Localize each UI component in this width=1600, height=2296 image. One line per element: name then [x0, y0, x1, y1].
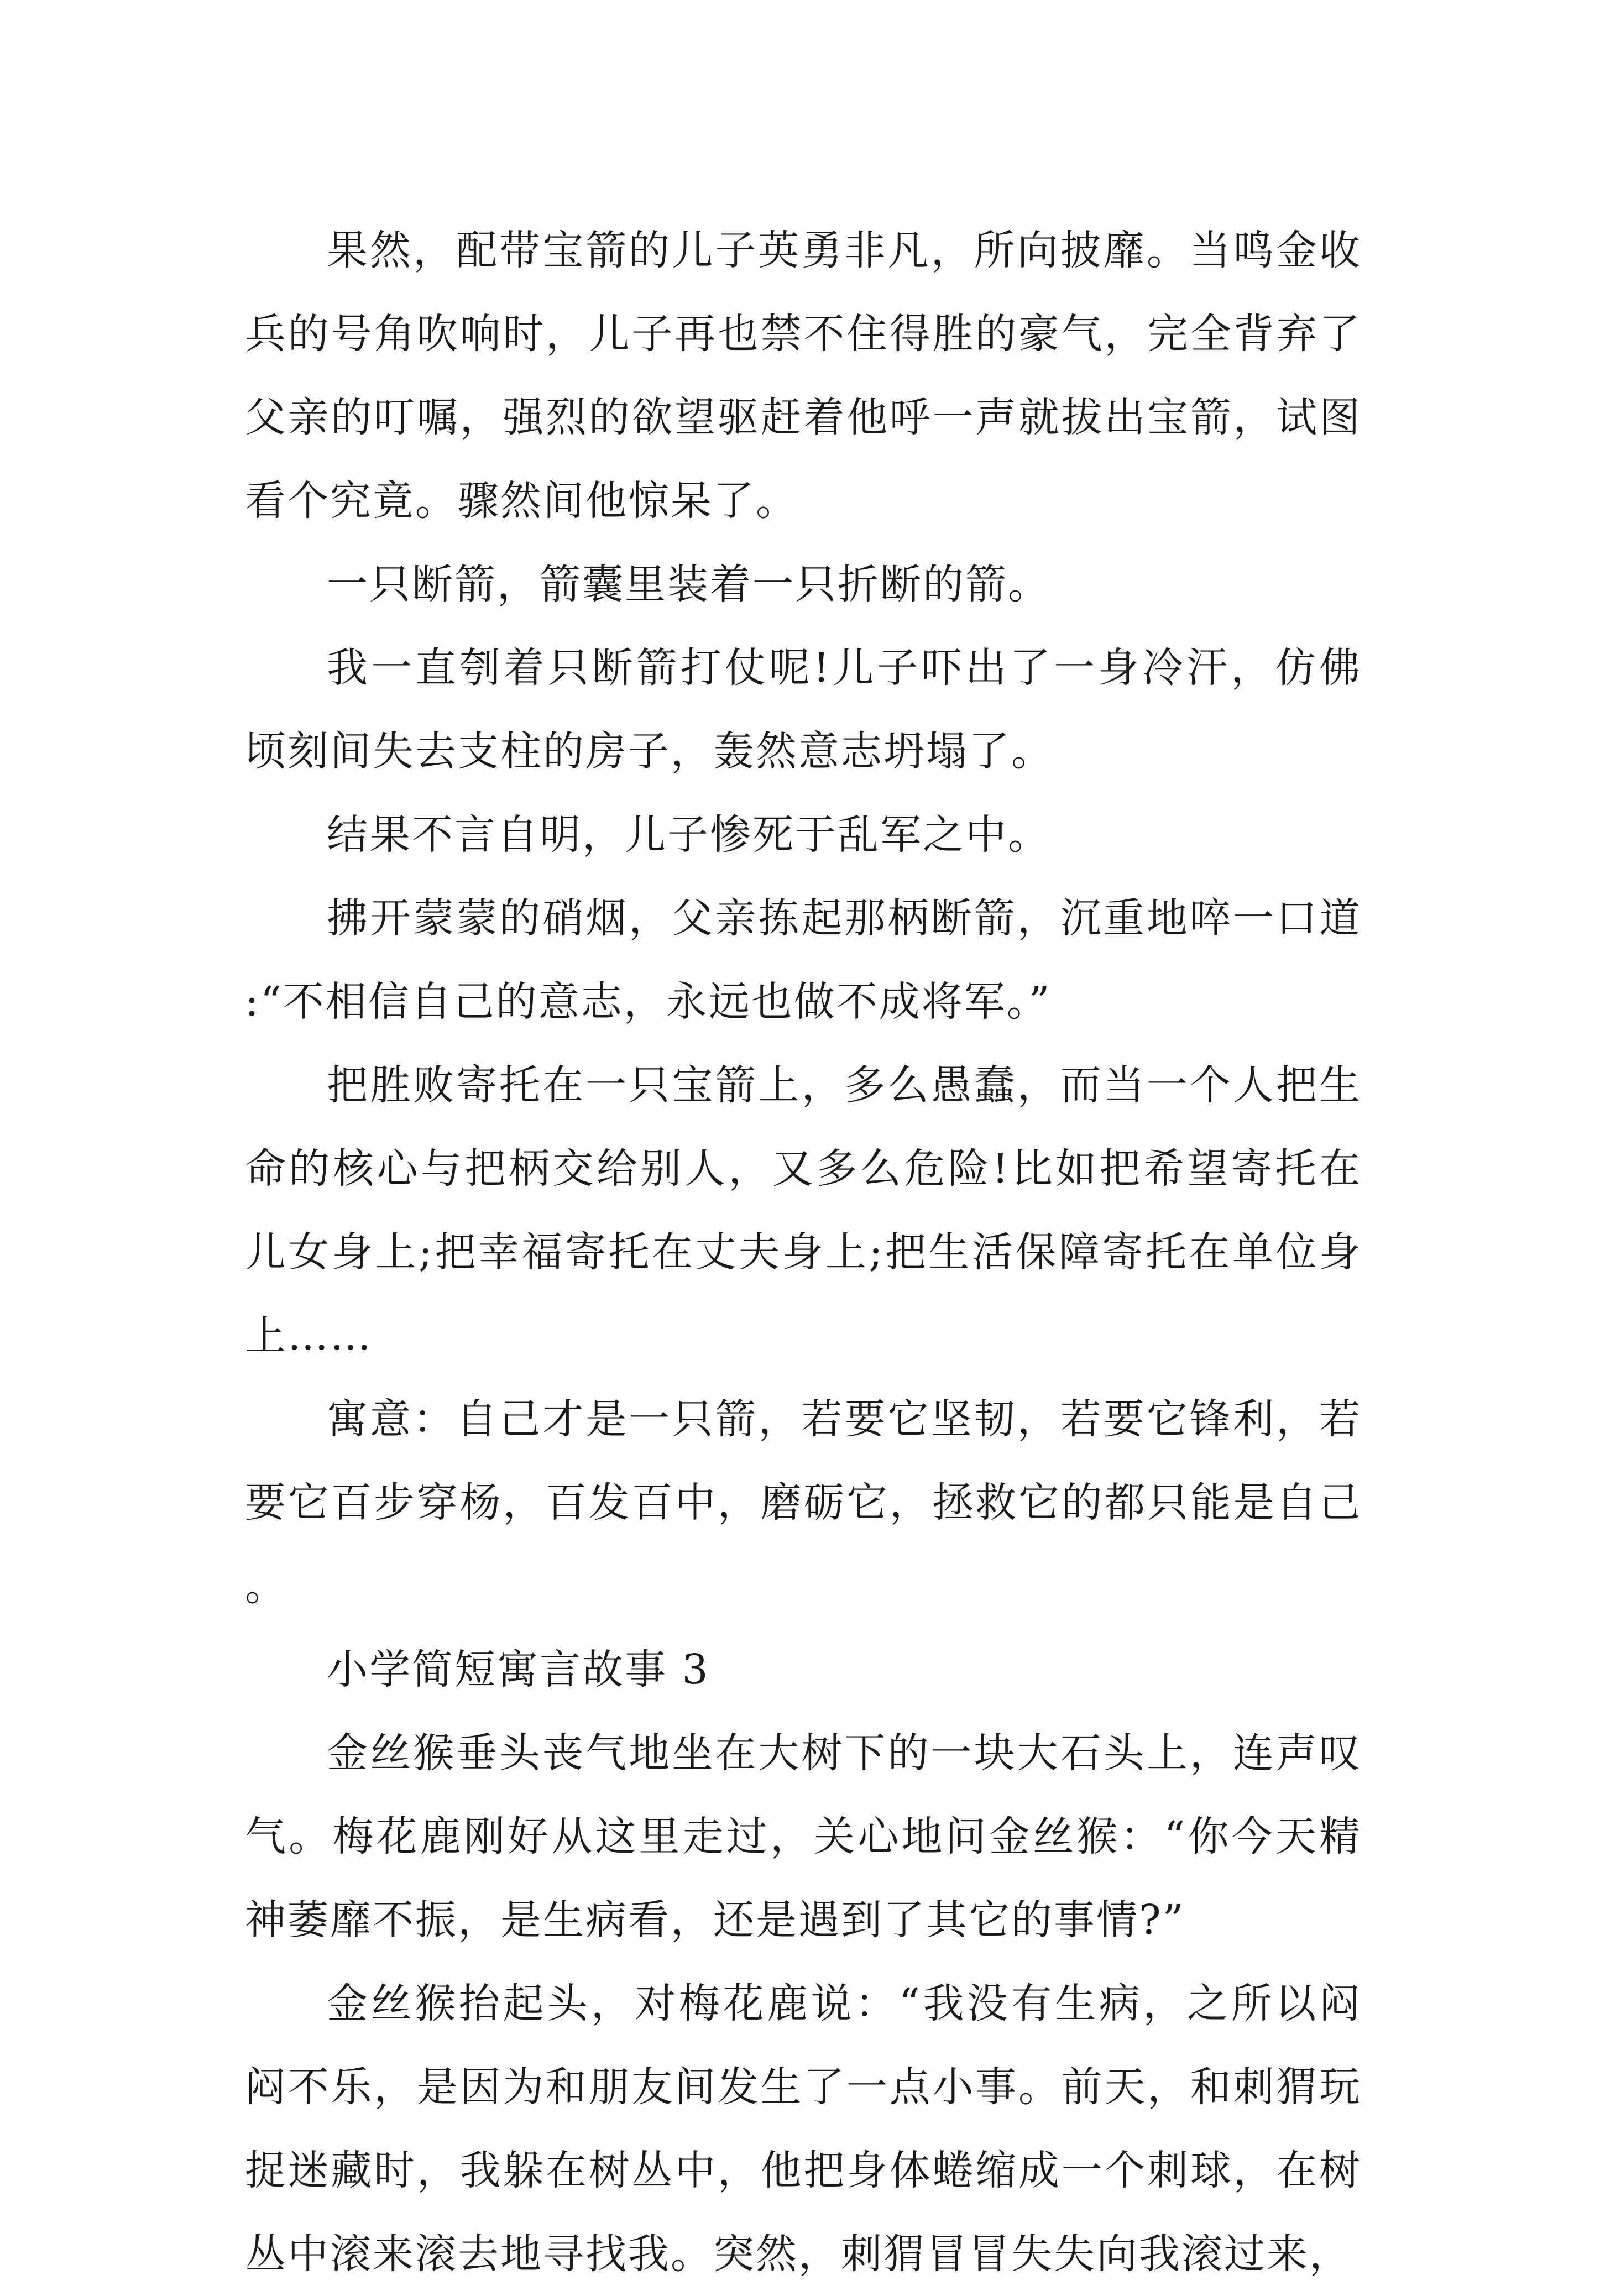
- paragraph: 拂开蒙蒙的硝烟，父亲拣起那柄断箭，沉重地啐一口道:“不相信自己的意志，永远也做不成将军。”: [245, 895, 1362, 1026]
- paragraph: 一只断箭，箭囊里装着一只折断的箭。: [327, 561, 1050, 608]
- document-body: [245, 209, 1362, 2296]
- paragraph: 果然，配带宝箭的儿子英勇非凡，所向披靡。当鸣金收兵的号角吹响时，儿子再也禁不住得胜的豪气，完全背弃了父亲的叮嘱，强烈的欲望驱赶着他呼一声就拔出宝箭，试图看个究竟。骤然间他惊呆了。: [245, 227, 1362, 525]
- paragraph: 寓意：自己才是一只箭，若要它坚韧，若要它锋利，若要它百步穿杨，百发百中，磨砺它，拯救它的都只能是自己。: [245, 1395, 1362, 1610]
- paragraph: 金丝猴垂头丧气地坐在大树下的一块大石头上，连声叹气。梅花鹿刚好从这里走过，关心地问金丝猴：“你今天精神萎靡不振，是生病看，还是遇到了其它的事情?”: [245, 1729, 1362, 1944]
- paragraph: 我一直刳着只断箭打仗呢!儿子吓出了一身冷汗，仿佛顷刻间失去支柱的房子，轰然意志坍塌了。: [245, 644, 1362, 775]
- paragraph: 结果不言自明，儿子惨死于乱军之中。: [327, 811, 1050, 859]
- section-heading: 小学简短寓言故事 3: [327, 1646, 710, 1693]
- paragraph: 金丝猴抬起头，对梅花鹿说：“我没有生病，之所以闷闷不乐，是因为和朋友间发生了一点小事。前天，和刺猬玩捉迷藏时，我躲在树丛中，他把身体蜷缩成一个刺球，在树丛中滚来滚去地寻找我。突然，刺猬冒冒失失向我滚过来，: [245, 1980, 1362, 2278]
- paragraph: 把胜败寄托在一只宝箭上，多么愚蠢，而当一个人把生命的核心与把柄交给别人，又多么危险!比如把希望寄托在儿女身上;把幸福寄托在丈夫身上;把生活保障寄托在单位身上……: [245, 1061, 1362, 1359]
